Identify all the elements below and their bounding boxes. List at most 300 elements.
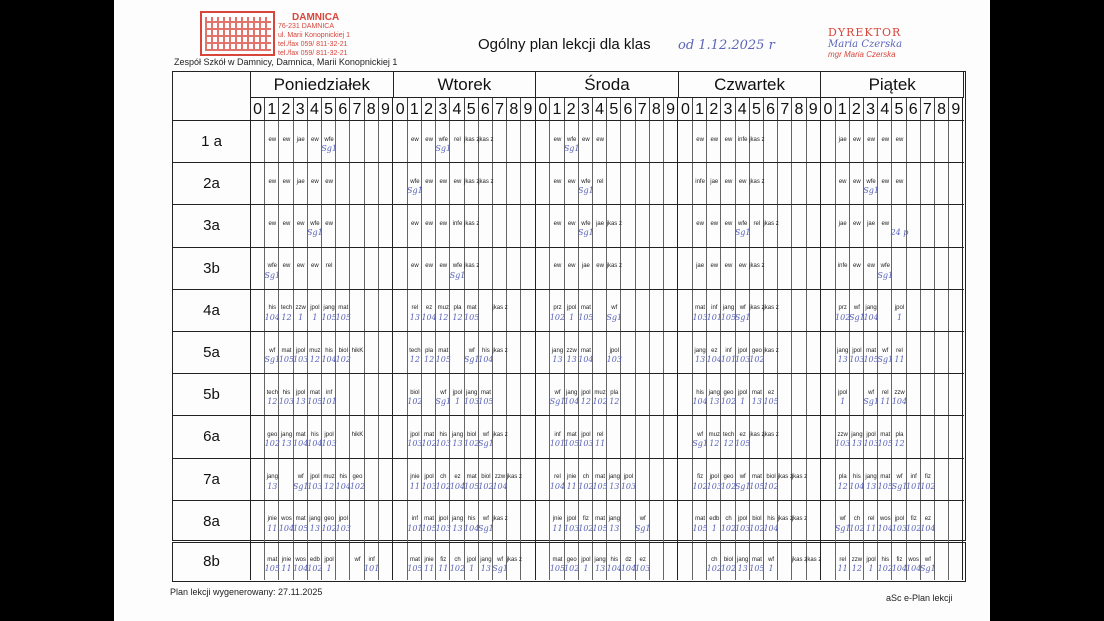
room-number: 1 <box>583 563 589 573</box>
lesson-cell <box>778 332 792 373</box>
subject-code: wos <box>879 516 891 523</box>
room-number: Sg1 <box>734 228 751 238</box>
subject-code: ew <box>411 263 419 270</box>
subject-code: ew <box>853 136 861 143</box>
subject-code: jkas z <box>749 263 765 270</box>
lesson-cell <box>778 121 792 162</box>
hour-number: 5 <box>750 98 764 121</box>
room-number: 103 <box>435 523 451 533</box>
room-number: 13 <box>309 523 320 533</box>
room-number: 104 <box>863 312 879 322</box>
subject-code: jae <box>296 178 305 185</box>
hour-number: 2 <box>850 98 864 121</box>
lesson-cell <box>792 163 806 204</box>
subject-code: jae <box>696 263 705 270</box>
subject-code: tech <box>266 389 278 396</box>
room-number: 102 <box>835 312 851 322</box>
subject-code: jang <box>451 516 464 523</box>
subject-code: his <box>881 557 890 564</box>
room-number: 104 <box>421 312 437 322</box>
lesson-cell <box>650 121 664 162</box>
subject-code: jnie <box>424 557 434 564</box>
lesson-cell <box>636 205 650 246</box>
lesson-cell <box>350 248 364 289</box>
subject-code: his <box>439 432 448 439</box>
subject-code: wf <box>468 347 475 354</box>
director-stamp <box>828 26 928 66</box>
hour-number: 8 <box>935 98 949 121</box>
subject-code: jkas z <box>791 474 808 481</box>
subject-code: geo <box>324 516 335 523</box>
lesson-cell <box>949 416 963 457</box>
lesson-cell <box>764 121 778 162</box>
subject-code: mat <box>309 389 320 396</box>
subject-code: ew <box>268 178 277 185</box>
lesson-cell <box>807 332 821 373</box>
subject-code: jpol <box>866 557 876 564</box>
subject-code: ew <box>567 178 576 185</box>
class-label: 4a <box>173 290 251 331</box>
hour-number: 8 <box>507 98 521 121</box>
subject-code: muz <box>708 432 720 439</box>
room-number: 11 <box>566 481 577 491</box>
subject-code: wfe <box>581 178 591 185</box>
lesson-cell <box>365 248 379 289</box>
room-number: 1 <box>298 312 304 322</box>
room-number: 102 <box>421 439 437 449</box>
room-number: 102 <box>264 439 280 449</box>
lesson-cell <box>521 248 535 289</box>
lesson-cell <box>365 121 379 162</box>
room-number: 104 <box>464 523 480 533</box>
room-number: 13 <box>866 481 877 491</box>
subject-code: jpol <box>438 516 448 523</box>
lesson-cell <box>807 501 821 542</box>
subject-code: ew <box>282 263 291 270</box>
director-name: mgr Maria Czerska <box>828 50 896 59</box>
subject-code: jpol <box>709 474 719 481</box>
lesson-cell <box>664 332 678 373</box>
subject-code: wf <box>853 305 860 312</box>
room-number: 13 <box>566 355 577 365</box>
subject-code: jpol <box>338 516 348 523</box>
subject-code: jkas z <box>777 516 793 523</box>
hour-number: 6 <box>336 98 350 121</box>
lesson-cell <box>807 121 821 162</box>
subject-code: jae <box>838 221 847 228</box>
room-number: 13 <box>295 397 306 407</box>
stamp-phone: tel./fax 059/ 811-32-21 <box>278 41 348 48</box>
subject-code: mat <box>880 474 891 481</box>
lesson-cell <box>521 205 535 246</box>
lesson-cell <box>949 290 963 331</box>
subject-code: infe <box>837 263 848 270</box>
subject-code: ew <box>724 178 733 185</box>
lesson-cell <box>890 205 909 246</box>
room-number: 11 <box>880 397 891 407</box>
lesson-cell <box>921 374 935 415</box>
subject-code: biol <box>752 516 762 523</box>
room-number: 105 <box>592 481 608 491</box>
room-number: 105 <box>877 481 893 491</box>
lesson-cell <box>935 248 949 289</box>
subject-code: mat <box>409 557 420 564</box>
hour-number: 6 <box>907 98 921 121</box>
hour-number: 0 <box>536 98 550 121</box>
room-number: 13 <box>851 439 862 449</box>
lesson-cell <box>521 332 535 373</box>
subject-code: wf <box>896 474 903 481</box>
hour-number: 9 <box>807 98 821 121</box>
lesson-cell <box>807 459 821 500</box>
room-number: 13 <box>609 481 620 491</box>
room-number: 102 <box>349 481 366 491</box>
subject-code: jkas z <box>506 557 522 564</box>
room-number: 103 <box>421 481 437 491</box>
lesson-cell <box>664 543 678 580</box>
subject-code: rel <box>896 347 903 354</box>
subject-code: jpol <box>581 557 591 564</box>
room-number: 13 <box>552 355 563 365</box>
subject-code: ew <box>895 178 904 185</box>
subject-code: zzw <box>837 432 848 439</box>
subject-code: fiz <box>910 516 917 523</box>
room-number: 104 <box>692 397 708 407</box>
room-number: Sg1 <box>634 523 651 533</box>
subject-code: rel <box>867 516 875 523</box>
room-number: 11 <box>894 355 905 365</box>
room-number: Sg1 <box>449 270 466 280</box>
subject-code: ez <box>739 432 746 439</box>
lesson-cell <box>379 121 393 162</box>
lesson-cell <box>521 121 535 162</box>
lesson-cell <box>949 501 963 542</box>
subject-code: ew <box>696 221 704 228</box>
room-number: 104 <box>920 523 936 533</box>
subject-code: ew <box>867 136 875 143</box>
subject-code: wf <box>297 474 304 481</box>
lesson-cell <box>607 163 621 204</box>
lesson-cell <box>636 248 650 289</box>
lesson-cell <box>650 459 664 500</box>
subject-code: geo <box>267 432 278 439</box>
room-number: 1 <box>312 312 318 322</box>
room-number: 105 <box>877 439 893 449</box>
lesson-cell <box>379 163 393 204</box>
room-number: 11 <box>837 563 848 573</box>
subject-code: geo <box>723 474 734 481</box>
subject-code: jkas z <box>492 305 508 312</box>
subject-code: ez <box>425 305 433 312</box>
day-header: Piątek <box>821 72 964 97</box>
lesson-cell <box>935 501 949 542</box>
subject-code: wf <box>554 389 561 396</box>
subject-code: ew <box>582 136 590 143</box>
subject-code: ew <box>311 263 319 270</box>
subject-code: pla <box>895 432 904 439</box>
room-number: 13 <box>409 312 420 322</box>
lesson-cell <box>907 374 921 415</box>
subject-code: pla <box>610 389 619 396</box>
subject-code: muz <box>594 389 606 396</box>
lesson-cell <box>350 374 364 415</box>
lesson-cell <box>365 374 379 415</box>
subject-code: ew <box>282 221 291 228</box>
subject-code: jpol <box>866 432 876 439</box>
subject-code: jkas z <box>749 136 765 143</box>
lesson-cell <box>907 205 921 246</box>
room-number: 12 <box>837 481 848 491</box>
lesson-cell <box>907 290 921 331</box>
room-number: 103 <box>606 355 622 365</box>
subject-code: wfe <box>738 221 748 228</box>
room-number: Sg1 <box>606 312 623 322</box>
subject-code: ez <box>767 389 775 396</box>
room-number: Sg1 <box>292 481 309 491</box>
subject-code: ew <box>268 221 277 228</box>
subject-code: hikK <box>351 432 364 439</box>
subject-code: jang <box>865 305 877 312</box>
subject-code: jpol <box>852 347 862 354</box>
subject-code: his <box>482 347 490 354</box>
room-number: 12 <box>409 355 420 365</box>
room-number: 105 <box>307 397 323 407</box>
lesson-cell <box>507 416 521 457</box>
subject-code: muz <box>323 474 335 481</box>
subject-code: jpol <box>310 305 320 312</box>
hour-number: 7 <box>350 98 364 121</box>
stamp-school: DAMNICA <box>292 12 340 23</box>
room-number: 102 <box>335 355 351 365</box>
room-number: 104 <box>706 355 722 365</box>
software-name: aSc e-Plan lekcji <box>886 593 953 603</box>
subject-code: fiz <box>440 557 447 564</box>
room-number: Sg1 <box>877 270 894 280</box>
lesson-cell <box>365 501 379 542</box>
lesson-cell <box>792 248 806 289</box>
subject-code: ew <box>282 136 291 143</box>
subject-code: mat <box>466 474 477 481</box>
lesson-cell <box>521 416 535 457</box>
day-header: Środa <box>536 72 679 97</box>
subject-code: his <box>339 474 348 481</box>
room-number: 12 <box>894 439 905 449</box>
room-number: 105 <box>692 523 708 533</box>
lesson-cell <box>479 205 493 246</box>
room-number: Sg1 <box>307 228 323 238</box>
room-number: 102 <box>321 523 337 533</box>
lesson-cell <box>949 248 963 289</box>
room-number: Sg1 <box>578 228 594 238</box>
room-number: Sg1 <box>321 144 337 154</box>
subject-code: ez <box>711 347 718 354</box>
lesson-cell <box>679 543 693 580</box>
room-number: 103 <box>307 481 323 491</box>
lesson-cell <box>949 163 963 204</box>
subject-code: jang <box>323 305 335 312</box>
subject-code: jang <box>466 389 478 396</box>
subject-code: inf <box>711 305 718 312</box>
subject-code: biol <box>467 432 477 439</box>
subject-code: dz <box>625 557 632 564</box>
room-number: 12 <box>609 397 620 407</box>
subject-code: infe <box>737 136 748 143</box>
subject-code: infe <box>452 221 463 228</box>
subject-code: wf <box>269 347 276 354</box>
lesson-cell <box>907 121 921 162</box>
lesson-cell <box>336 163 350 204</box>
lesson-cell <box>949 332 963 373</box>
hour-number: 6 <box>479 98 493 121</box>
room-number: 103 <box>635 563 651 573</box>
room-number: 11 <box>424 563 435 573</box>
room-number: 13 <box>837 355 848 365</box>
director-signature: Maria Czerska <box>828 39 903 50</box>
lesson-cell <box>493 163 507 204</box>
subject-code: ew <box>853 221 861 228</box>
class-row-4a <box>173 289 964 331</box>
subject-code: jkas z <box>464 136 480 143</box>
room-number: 11 <box>409 481 420 491</box>
lesson-cell <box>807 290 821 331</box>
lesson-cell <box>636 374 650 415</box>
subject-code: tech <box>280 305 293 312</box>
lesson-cell <box>621 416 635 457</box>
subject-code: rel <box>596 178 604 185</box>
hour-number: 6 <box>764 98 778 121</box>
lesson-cell <box>350 290 364 331</box>
subject-code: ew <box>738 263 747 270</box>
room-number: Sg1 <box>891 481 908 491</box>
subject-code: rel <box>454 136 461 143</box>
subject-code: his <box>767 516 775 523</box>
lesson-cell <box>935 416 949 457</box>
subject-code: mat <box>424 432 435 439</box>
room-number: 102 <box>749 523 765 533</box>
subject-code: ew <box>268 136 277 143</box>
subject-code: wf <box>868 389 875 396</box>
subject-code: ch <box>440 474 447 481</box>
room-number: 105 <box>421 523 437 533</box>
subject-code: jpol <box>581 389 591 396</box>
room-number: 103 <box>835 439 851 449</box>
room-number: 13 <box>480 563 491 573</box>
class-row-8a <box>173 500 964 542</box>
room-number: 12 <box>267 397 278 407</box>
hour-number: 7 <box>636 98 650 121</box>
lesson-cell <box>379 501 393 542</box>
subject-code: jnie <box>267 516 277 523</box>
lesson-cell <box>521 459 535 500</box>
subject-code: jpol <box>623 474 634 481</box>
room-number: 102 <box>449 563 466 573</box>
subject-code: his <box>268 305 277 312</box>
lesson-cell <box>935 121 949 162</box>
lesson-cell <box>365 332 379 373</box>
lesson-cell <box>650 332 664 373</box>
class-label: 7a <box>173 459 251 500</box>
lesson-cell <box>664 205 678 246</box>
lesson-cell <box>350 205 364 246</box>
room-number: 105 <box>278 355 295 365</box>
lesson-cell <box>792 121 806 162</box>
subject-code: ew <box>724 136 733 143</box>
subject-code: jkas z <box>478 178 494 185</box>
subject-code: his <box>696 389 704 396</box>
subject-code: wf <box>924 557 931 564</box>
subject-code: ew <box>325 178 333 185</box>
lesson-cell <box>792 290 806 331</box>
subject-code: his <box>282 389 291 396</box>
lesson-cell <box>650 205 664 246</box>
hour-number: 4 <box>736 98 750 121</box>
subject-code: jpol <box>310 474 320 481</box>
document-page <box>114 0 990 621</box>
room-number: 101 <box>706 312 722 322</box>
subject-code: wos <box>908 557 920 564</box>
subject-code: ez <box>924 516 932 523</box>
subject-code: ew <box>553 178 562 185</box>
subject-code: ew <box>311 136 319 143</box>
subject-code: jang <box>451 432 464 439</box>
room-number: Sg1 <box>734 312 751 322</box>
room-number: 13 <box>609 523 620 533</box>
subject-code: ew <box>596 136 604 143</box>
lesson-cell <box>650 501 664 542</box>
lesson-cell <box>379 248 393 289</box>
subject-code: ew <box>439 263 448 270</box>
day-header: Wtorek <box>394 72 537 97</box>
subject-code: mat <box>695 516 706 523</box>
room-number: 102 <box>920 481 936 491</box>
room-number: Sg1 <box>578 186 594 196</box>
subject-code: zzw <box>295 305 306 312</box>
subject-code: hikK <box>351 347 364 354</box>
subject-code: jpol <box>452 389 463 396</box>
room-number: 103 <box>692 312 708 322</box>
subject-code: inf <box>325 389 333 396</box>
subject-code: wfe <box>581 221 591 228</box>
lesson-cell <box>921 163 935 204</box>
subject-code: his <box>311 432 319 439</box>
room-number: 103 <box>407 439 423 449</box>
lesson-cell <box>636 459 650 500</box>
room-number: 12 <box>723 439 734 449</box>
hour-header-row <box>251 97 394 120</box>
room-number: 105 <box>749 481 765 491</box>
lesson-cell <box>379 205 393 246</box>
lesson-cell <box>935 543 949 580</box>
lesson-cell <box>336 205 350 246</box>
subject-code: jpol <box>567 305 577 312</box>
school-line: Zespół Szkół w Damnicy, Damnica, Marii Konopnickiej 1 <box>174 57 398 67</box>
lesson-cell <box>664 121 678 162</box>
subject-code: jnie <box>552 516 563 523</box>
room-number: 11 <box>267 523 278 533</box>
subject-code: wfe <box>310 221 320 228</box>
subject-code: rel <box>325 263 333 270</box>
lesson-cell <box>792 416 806 457</box>
lesson-cell <box>521 543 535 580</box>
lesson-cell <box>907 416 921 457</box>
lesson-cell <box>493 121 507 162</box>
room-number: 103 <box>564 523 580 533</box>
lesson-cell <box>935 332 949 373</box>
lesson-cell <box>507 121 521 162</box>
subject-code: jae <box>596 221 605 228</box>
room-number: 102 <box>549 312 566 322</box>
class-row-5a <box>173 331 964 373</box>
